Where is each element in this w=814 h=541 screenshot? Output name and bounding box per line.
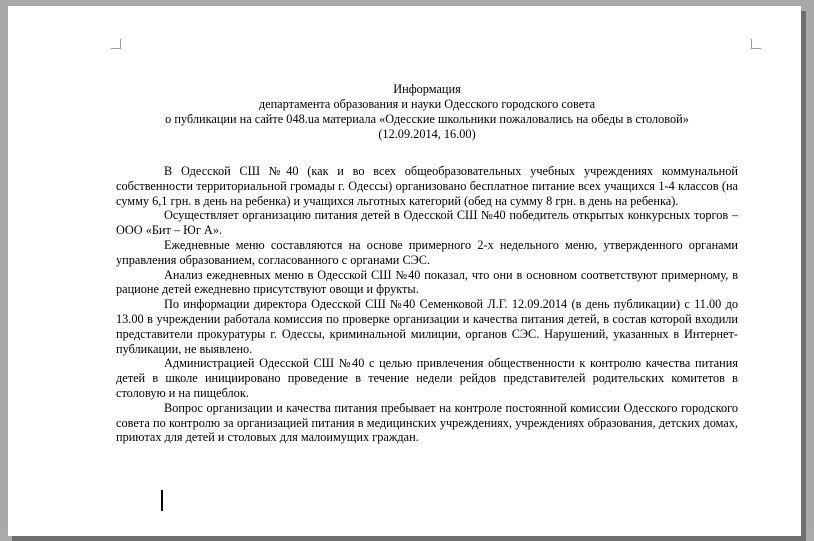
paragraph: Вопрос организации и качества питания пребывает на контроле постоянной комиссии Одесского городского совета по контролю за организацией питания в медицинских учреждениях, учреждениях образования, детских домах, приютах для детей и столовых для малоимущих граждан. <box>116 400 738 445</box>
heading-date: (12.09.2014, 16.00) <box>378 127 476 141</box>
document-body[interactable] <box>116 164 738 445</box>
margin-corner-top-left <box>111 39 121 49</box>
heading-department: департамента образования и науки Одесского городского совета <box>258 97 596 111</box>
paragraph: Анализ ежедневных меню в Одесской СШ №40 показал, что они в основном соответствуют примерному, в рационе детей ежедневно присутствуют овощи и фрукты. <box>116 267 738 297</box>
margin-corner-top-right <box>751 39 761 49</box>
heading-title: Информация <box>393 82 461 96</box>
text-cursor <box>161 490 163 511</box>
document-heading <box>116 82 738 142</box>
paragraph: Осуществляет организацию питания детей в Одесской СШ №40 победитель открытых конкурсных торгов – ООО «Бит – Юг А». <box>116 208 738 238</box>
heading-subject: о публикации на сайте 048.ua материала «Одесские школьники пожаловались на обеды в столовой» <box>165 112 689 126</box>
paragraph: По информации директора Одесской СШ №40 Семенковой Л.Г. 12.09.2014 (в день публикации) с 11.00 до 13.00 в учреждении работала комиссия по проверке организации и качества питания детей, в состав которой входили представители прокуратуры г. Одессы, криминальной милиции, органов СЭС. Нарушений, указанных в Интернет-публикации, не выявлено. <box>116 297 738 356</box>
paragraph: Администрацией Одесской СШ №40 с целью привлечения общественности к контролю качества питания детей в школе инициировано проведение в течение недели рейдов представителей родительских комитетов в столовую и на пищеблок. <box>116 356 738 400</box>
paragraph: В Одесской СШ №40 (как и во всех общеобразовательных учебных учреждениях коммунальной собственности территориальной громады г. Одессы) организовано бесплатное питание всех учащихся 1-4 классов (на сумму 6,1 грн. в день на ребенка) и учащихся льготных категорий (обед на сумму 8 грн. в день на ребенка). <box>116 164 738 208</box>
paragraph: Ежедневные меню составляются на основе примерного 2-х недельного меню, утвержденного органами управления образованием, согласованного с органами СЭС. <box>116 237 738 267</box>
